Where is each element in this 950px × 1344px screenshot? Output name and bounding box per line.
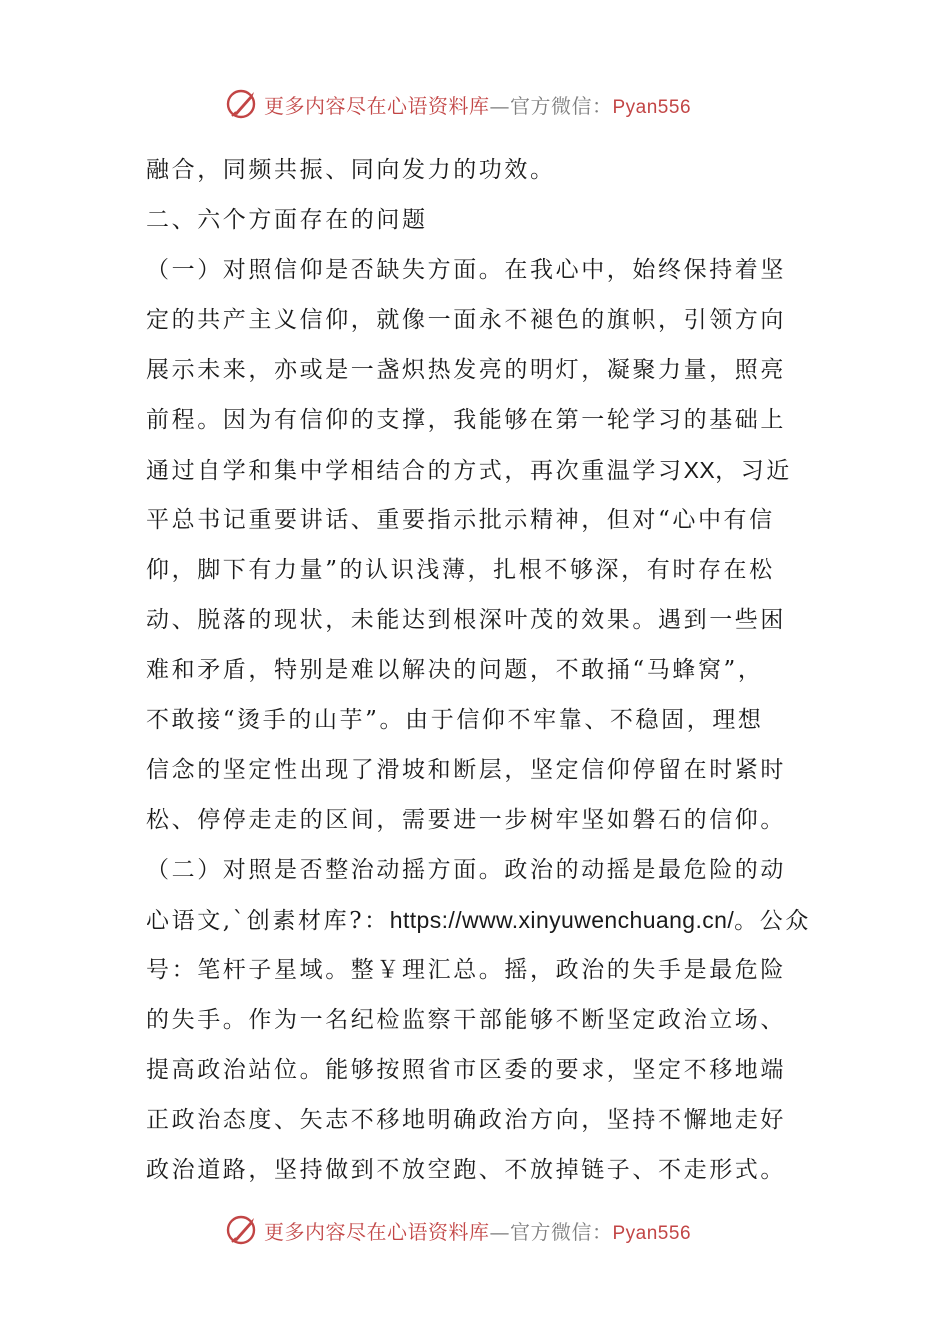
header-watermark-banner: [226, 86, 746, 122]
inline-url-text: https://www.xinyuwenchuang.cn/: [389, 907, 735, 933]
banner-main-text: 更多内容尽在心语资料库: [264, 1219, 490, 1244]
text-line: 难和矛盾，特别是难以解决的问题，不敢捅“马蜂窝”，: [146, 657, 764, 683]
pen-logo-icon: [226, 87, 260, 121]
text-segment: ，习近: [715, 458, 792, 484]
text-segment: 。公众: [734, 908, 811, 934]
text-segment: 通过自学和集中学相结合的方式，再次重温学习: [146, 458, 684, 484]
text-line: 融合，同频共振、同向发力的功效。: [146, 157, 556, 183]
text-line: 提高政治站位。能够按照省市区委的要求，坚定不移地端: [146, 1057, 786, 1083]
banner-wechat-label: 官方微信：: [510, 1219, 613, 1244]
text-line: 前程。因为有信仰的支撑，我能够在第一轮学习的基础上: [146, 407, 786, 433]
footer-banner-text: [264, 1216, 691, 1245]
text-line: 信念的坚定性出现了滑坡和断层，坚定信仰停留在时紧时: [146, 757, 786, 783]
pen-logo-icon: [226, 1213, 260, 1247]
section-heading: 二、六个方面存在的问题: [146, 207, 428, 233]
text-line: 的失手。作为一名纪检监察干部能够不断坚定政治立场、: [146, 1007, 786, 1033]
text-line: （二）对照是否整治动摇方面。政治的动摇是最危险的动: [146, 857, 786, 883]
banner-separator: —: [489, 93, 510, 118]
header-banner-text: [264, 90, 691, 119]
text-line: [146, 895, 811, 945]
text-segment: XX: [683, 457, 716, 483]
text-line: 展示未来，亦或是一盏炽热发亮的明灯，凝聚力量，照亮: [146, 357, 786, 383]
text-line: 动、脱落的现状，未能达到根深叶茂的效果。遇到一些困: [146, 607, 786, 633]
text-line: 政治道路，坚持做到不放空跑、不放掉链子、不走形式。: [146, 1157, 786, 1183]
footer-watermark-banner: [226, 1212, 746, 1248]
text-segment: 心语文,`创素材库?：: [146, 908, 390, 934]
banner-wechat-id: Pyan556: [612, 1222, 692, 1244]
text-line: （一）对照信仰是否缺失方面。在我心中，始终保持着坚: [146, 257, 786, 283]
banner-wechat-label: 官方微信：: [510, 93, 613, 118]
text-line: [146, 445, 806, 495]
text-line: 不敢接“烫手的山芋”。由于信仰不牢靠、不稳固，理想: [146, 707, 764, 733]
text-line: 松、停停走走的区间，需要进一步树牢坚如磐石的信仰。: [146, 807, 786, 833]
text-line: 正政治态度、矢志不移地明确政治方向，坚持不懈地走好: [146, 1107, 786, 1133]
text-line: 平总书记重要讲话、重要指示批示精神，但对“心中有信: [146, 507, 775, 533]
text-line: 号：笔杆子星域。整￥理汇总。摇，政治的失手是最危险: [146, 957, 786, 983]
text-line: 仰，脚下有力量”的认识浅薄，扎根不够深，有时存在松: [146, 557, 775, 583]
document-body: [146, 145, 811, 1195]
text-line: 定的共产主义信仰，就像一面永不褪色的旗帜，引领方向: [146, 307, 786, 333]
banner-main-text: 更多内容尽在心语资料库: [264, 93, 490, 118]
banner-wechat-id: Pyan556: [612, 96, 692, 118]
banner-separator: —: [489, 1219, 510, 1244]
